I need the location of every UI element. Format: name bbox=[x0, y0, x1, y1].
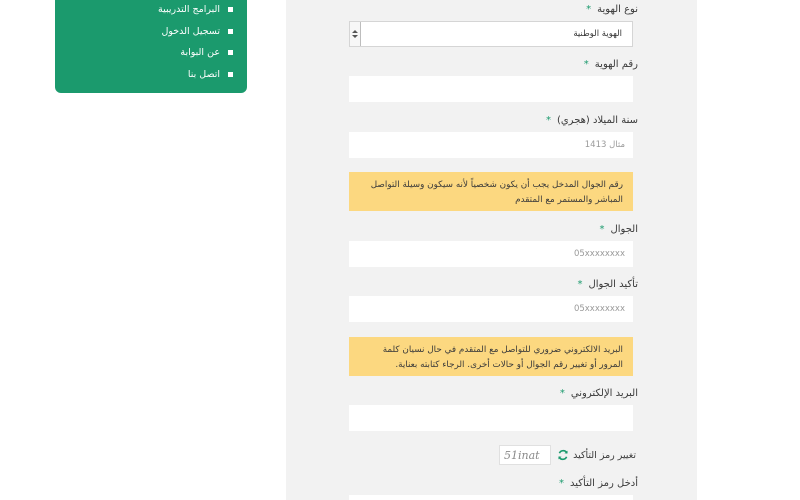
mobile-input[interactable] bbox=[349, 241, 633, 267]
required-marker: * bbox=[559, 388, 565, 399]
email-notice: البريد الالكتروني ضروري للتواصل مع المتقدم في حال نسيان كلمة المرور أو تغيير رقم الجوال أو حالات أخرى. الرجاء كتابته بعناية. bbox=[349, 337, 633, 376]
square-bullet-icon bbox=[228, 7, 233, 12]
captcha-image: 51inat bbox=[499, 445, 551, 465]
id-number-label: رقم الهوية* bbox=[583, 59, 638, 70]
menu-item-training-programs[interactable] bbox=[158, 1, 233, 17]
id-type-value: الهوية الوطنية bbox=[573, 29, 622, 39]
menu-item-label: البرامج التدريبية bbox=[158, 3, 220, 15]
required-marker: * bbox=[559, 478, 565, 489]
square-bullet-icon bbox=[228, 29, 233, 34]
mobile-notice: رقم الجوال المدخل يجب أن يكون شخصياً لأنه سيكون وسيلة التواصل المباشر والمستمر مع المتقدم bbox=[349, 172, 633, 211]
id-type-select[interactable] bbox=[349, 21, 633, 47]
menu-item-label: عن البوابة bbox=[180, 46, 220, 58]
refresh-icon bbox=[557, 446, 569, 465]
id-type-label: نوع الهوية* bbox=[586, 4, 638, 15]
required-marker: * bbox=[599, 224, 605, 235]
square-bullet-icon bbox=[228, 72, 233, 77]
birth-year-input[interactable] bbox=[349, 132, 633, 158]
id-number-input[interactable] bbox=[349, 76, 633, 102]
mobile-confirm-input[interactable] bbox=[349, 296, 633, 322]
required-marker: * bbox=[583, 59, 589, 70]
refresh-captcha-button[interactable] bbox=[561, 445, 636, 465]
required-marker: * bbox=[586, 4, 592, 15]
email-input[interactable] bbox=[349, 405, 633, 431]
side-menu bbox=[55, 0, 247, 93]
required-marker: * bbox=[577, 279, 583, 290]
menu-item-contact[interactable] bbox=[188, 66, 233, 82]
refresh-captcha-label: تغيير رمز التأكيد bbox=[573, 449, 636, 461]
mobile-label: الجوال* bbox=[599, 224, 638, 235]
captcha-input[interactable] bbox=[349, 495, 633, 500]
captcha-input-label: أدخل رمز التأكيد* bbox=[559, 478, 638, 489]
square-bullet-icon bbox=[228, 50, 233, 55]
chevron-down-icon bbox=[350, 22, 361, 46]
menu-item-login[interactable] bbox=[161, 23, 233, 39]
menu-item-label: تسجيل الدخول bbox=[161, 25, 220, 37]
required-marker: * bbox=[545, 115, 551, 126]
menu-item-about[interactable] bbox=[180, 44, 233, 60]
mobile-confirm-label: تأكيد الجوال* bbox=[577, 279, 638, 290]
birth-year-label: سنة الميلاد (هجري)* bbox=[545, 115, 638, 126]
captcha-row bbox=[499, 445, 639, 465]
menu-item-label: اتصل بنا bbox=[187, 68, 220, 80]
email-label: البريد الإلكتروني* bbox=[559, 388, 638, 399]
